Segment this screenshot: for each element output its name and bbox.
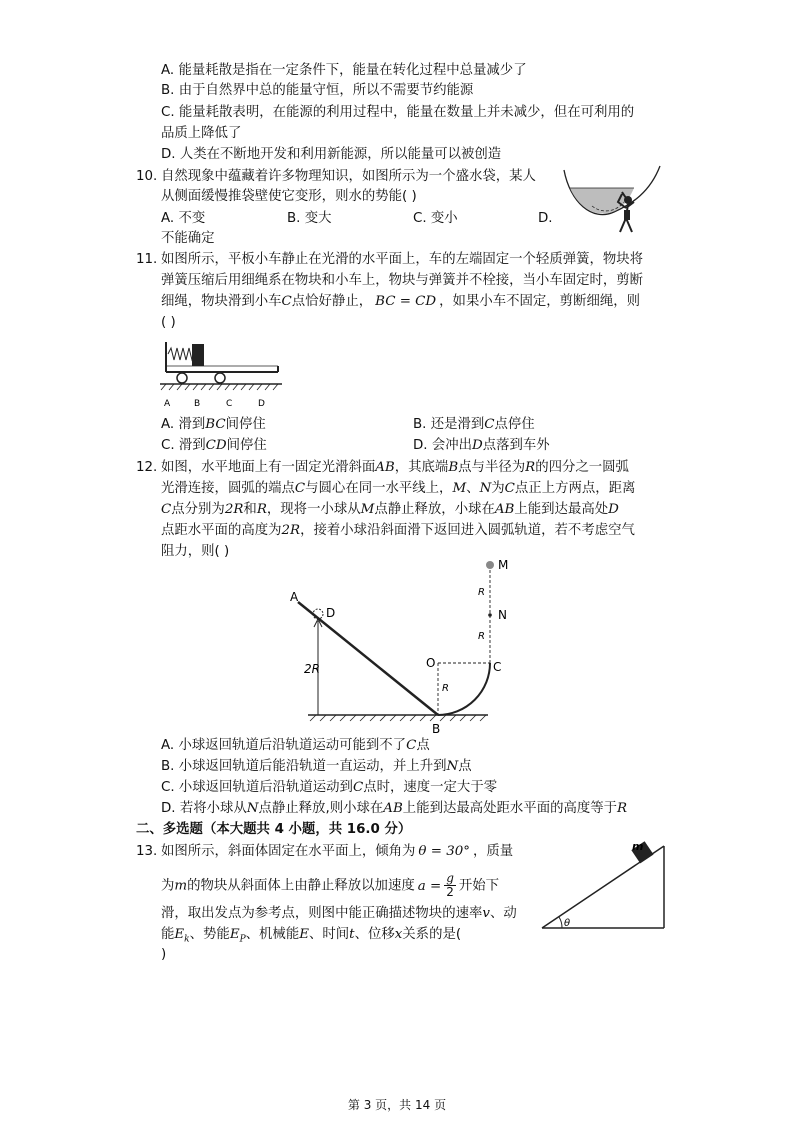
q13-var: E	[299, 927, 309, 942]
q12-option-b-text2: 点	[458, 759, 472, 774]
q9-option-b: B. 由于自然界中总的能量守恒，所以不需要节约能源	[161, 83, 474, 98]
q13-text: 为	[161, 878, 175, 894]
q13-text: 、动	[489, 906, 517, 921]
q13-stem-line2	[161, 872, 499, 899]
q13-text: 开始下	[458, 878, 500, 894]
q13-var: a =	[417, 878, 442, 894]
q12-option-c	[161, 778, 497, 798]
q12-option-d	[161, 799, 627, 819]
q12-text: 与圆心在同一水平线上，	[305, 481, 453, 496]
q12-text: 点分别为	[171, 502, 225, 517]
q13-text: 、时间	[309, 927, 350, 942]
q11-text: ，如果小车不固定，剪断细绳，则	[439, 294, 641, 309]
q12-fig-label-height: 2R	[304, 662, 320, 676]
q11-option-a-text: A. 滑到	[161, 417, 206, 432]
q12-fig-label-r-upper: R	[478, 587, 485, 598]
q12-var: M	[452, 481, 467, 496]
q12-option-b	[161, 757, 472, 777]
q13-subscript: k	[184, 934, 190, 945]
q13-text: 、势能	[189, 927, 230, 942]
q11-var: C	[281, 294, 292, 309]
q12-text: 、	[466, 481, 480, 496]
q12-var: C	[504, 481, 515, 496]
q13-fraction	[444, 872, 456, 899]
q12-option-c-var: C	[352, 780, 364, 795]
q11-option-d-text: D. 会冲出	[413, 438, 472, 453]
q12-text: ，接着小球沿斜面滑下返回进入圆弧轨道，若不考虑空气	[300, 523, 635, 538]
q13-incline-figure	[540, 838, 668, 934]
q12-option-a-text2: 点	[416, 738, 430, 753]
q11-option-c-text: C. 滑到	[161, 438, 206, 453]
q12-fig-label-r-radius: R	[442, 683, 449, 694]
q12-option-a-var: C	[406, 738, 417, 753]
q12-fig-label-c: C	[493, 660, 502, 674]
q13-equation: θ = 30°	[418, 844, 470, 859]
q12-stem-line4	[161, 521, 635, 541]
q12-text: 光滑连接，圆弧的端点	[161, 481, 295, 496]
q10-option-c: C. 变小	[413, 211, 458, 226]
q12-option-d-text: D. 若将小球从	[161, 801, 247, 816]
q12-var: C	[161, 502, 172, 517]
q12-option-d-var3: R	[617, 801, 628, 816]
q11-number: 11.	[136, 252, 158, 267]
q12-stem-line2	[161, 479, 635, 499]
q13-fig-label-theta: θ	[564, 918, 571, 929]
q12-var: AB	[375, 460, 395, 475]
q13-var: E	[229, 927, 240, 942]
q12-text: ，其底端	[394, 460, 449, 475]
q13-text: 、位移	[354, 927, 395, 942]
q12-text: 上能到达最高处	[514, 502, 609, 517]
q12-text: 如图，水平地面上有一固定光滑斜面	[161, 460, 376, 475]
q11-fig-label-b: B	[194, 399, 201, 409]
q10-stem-line2: 从侧面缓慢推袋壁使它变形，则水的势能( )	[161, 189, 417, 204]
q12-var: D	[608, 502, 619, 517]
q10-option-d-cont: 不能确定	[161, 231, 215, 246]
q10-water-bag-figure	[562, 162, 662, 242]
q12-var: 2R	[281, 523, 301, 538]
q13-text: ，质量	[472, 844, 514, 859]
q12-var: R	[525, 460, 536, 475]
q11-option-a-var: BC	[205, 417, 226, 432]
q12-stem-line3	[161, 500, 619, 520]
q12-fig-label-a: A	[290, 590, 299, 604]
q11-text: 细绳，物块滑到小车	[161, 294, 282, 309]
q12-option-d-var: N	[246, 801, 259, 816]
q13-var: x	[394, 927, 403, 942]
q12-stem-line5: 阻力，则( )	[161, 544, 230, 559]
q12-option-c-text2: 点时，速度一定大于零	[363, 780, 498, 795]
q11-option-c	[161, 436, 267, 456]
q11-option-d-text2: 点落到车外	[482, 438, 550, 453]
q12-var: M	[360, 502, 375, 517]
q13-stem-line5: )	[161, 947, 167, 962]
q10-number: 10.	[136, 169, 158, 184]
q11-text: 点恰好静止，	[291, 294, 373, 309]
q11-stem-line2: 弹簧压缩后用细绳系在物块和小车上，物块与弹簧并不栓接，当小车固定时，剪断	[161, 273, 644, 288]
q12-text: 点距水平面的高度为	[161, 523, 282, 538]
q11-option-d-var: D	[472, 438, 483, 453]
q11-option-c-text2: 间停住	[226, 438, 267, 453]
q12-option-d-text3: 上能到达最高处距水平面的高度等于	[402, 801, 618, 816]
q9-option-c-cont: 品质上降低了	[161, 126, 242, 141]
q11-equation: BC = CD	[375, 294, 437, 309]
q12-option-c-text: C. 小球返回轨道后沿轨道运动到	[161, 780, 353, 795]
q12-text: 点静止释放，小球在	[374, 502, 495, 517]
q13-text: 滑，取出发点为参考点，则图中能正确描述物块的速率	[161, 906, 483, 921]
q13-text: 能	[161, 927, 175, 942]
q12-text: 和	[243, 502, 257, 517]
q9-option-d: D. 人类在不断地开发和利用新能源，所以能量可以被创造	[161, 147, 502, 162]
q13-subscript: P	[239, 934, 246, 945]
q13-fig-label-m: m	[632, 840, 644, 853]
q12-fig-label-b: B	[432, 722, 441, 736]
q13-text: 、机械能	[245, 927, 300, 942]
q10-option-b: B. 变大	[287, 211, 332, 226]
q11-stem-line3	[161, 292, 640, 312]
q11-option-a-text2: 间停住	[225, 417, 266, 432]
q12-option-d-text2: 点静止释放,则小球在	[258, 801, 384, 816]
q11-option-b-text: B. 还是滑到	[413, 417, 485, 432]
q10-stem-line1: 自然现象中蕴藏着许多物理知识，如图所示为一个盛水袋，某人	[161, 169, 536, 184]
q11-stem-line4: ( )	[161, 315, 176, 330]
q11-option-b	[413, 415, 535, 435]
q13-stem-line3	[161, 904, 517, 924]
q12-number: 12.	[136, 460, 158, 475]
q12-text: 为	[491, 481, 505, 496]
q12-text: 的四分之一圆弧	[535, 460, 629, 475]
section-heading-multiple-choice: 二、多选题（本大题共 4 小题，共 16.0 分）	[136, 822, 412, 837]
q11-fig-label-a: A	[164, 399, 171, 409]
q11-option-a	[161, 415, 266, 435]
q12-var: C	[294, 481, 306, 496]
q12-fig-label-r-middle: R	[478, 631, 485, 642]
q12-option-b-text: B. 小球返回轨道后能沿轨道一直运动，并上升到	[161, 759, 447, 774]
q12-fig-label-n: N	[498, 608, 507, 622]
q13-number: 13.	[136, 844, 158, 859]
q12-var: B	[448, 460, 459, 475]
q13-text: 关系的是(	[402, 927, 462, 942]
q12-var: 2R	[224, 502, 244, 517]
q12-option-a	[161, 736, 430, 756]
q13-var: t	[349, 927, 355, 942]
page-footer: 第 3 页，共 14 页	[347, 1098, 447, 1112]
q11-fig-label-d: D	[258, 399, 265, 409]
q9-option-a: A. 能量耗散是指在一定条件下，能量在转化过程中总量减少了	[161, 63, 527, 78]
q12-fig-label-m: M	[498, 558, 509, 572]
q11-stem-line1: 如图所示，平板小车静止在光滑的水平面上，车的左端固定一个轻质弹簧，物块将	[161, 252, 644, 267]
q12-fig-label-d: D	[326, 606, 336, 620]
q11-option-c-var: CD	[205, 438, 227, 453]
q12-stem-line1	[161, 458, 629, 478]
q13-fraction-numerator: g	[446, 871, 454, 885]
q12-text: 点正上方两点，距离	[514, 481, 636, 496]
q11-option-b-text2: 点停住	[494, 417, 535, 432]
q11-cart-figure	[160, 336, 285, 410]
q12-var: N	[479, 481, 492, 496]
q13-var: v	[482, 906, 490, 921]
q10-option-a: A. 不变	[161, 211, 206, 226]
q10-option-d: D.	[538, 211, 553, 226]
q12-fig-label-o: O	[426, 656, 436, 670]
q12-option-d-var2: AB	[383, 801, 403, 816]
q12-text: ，现将一小球从	[266, 502, 361, 517]
q13-fraction-denominator: 2	[446, 885, 454, 899]
q13-text: 如图所示，斜面体固定在水平面上，倾角为	[161, 844, 416, 859]
q12-var: AB	[494, 502, 515, 517]
q13-stem-line4	[161, 925, 461, 950]
q11-option-b-var: C	[484, 417, 495, 432]
q13-var: E	[174, 927, 185, 942]
q11-option-d	[413, 436, 550, 456]
q13-var: m	[174, 878, 188, 894]
q12-option-b-var: N	[446, 759, 459, 774]
q12-text: 点与半径为	[458, 460, 526, 475]
q12-option-a-text: A. 小球返回轨道后沿轨道运动可能到不了	[161, 738, 407, 753]
q11-fig-label-c: C	[226, 399, 233, 409]
q13-stem-line1	[161, 842, 513, 862]
q12-track-figure	[280, 555, 520, 740]
q9-option-c: C. 能量耗散表明，在能源的利用过程中，能量在数量上并未减少，但在可利用的	[161, 105, 635, 120]
q12-var: R	[256, 502, 267, 517]
q13-text: 的物块从斜面体上由静止释放以加速度	[187, 878, 415, 894]
